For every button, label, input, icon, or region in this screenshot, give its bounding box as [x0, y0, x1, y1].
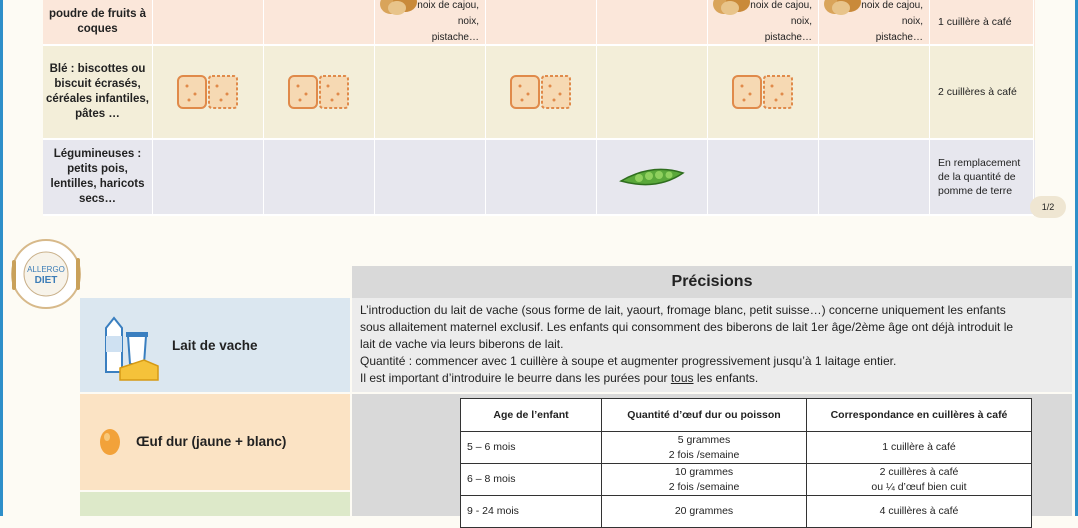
nut-text: noix de cajou, noix, pistache…	[417, 0, 479, 43]
logo-icon	[8, 236, 84, 312]
oeuf-label: Œuf dur (jaune + blanc)	[136, 434, 287, 449]
lait-text-line: lait de vache via leurs biberons de lait.	[360, 337, 564, 351]
table-row: 5 – 6 mois 5 grammes 2 fois /semaine 1 cuillère à café	[461, 432, 1032, 464]
oeuf-label-cell	[80, 394, 350, 490]
quantity-cell: 1 cuillère à café	[930, 0, 1034, 46]
biscuit-cell	[708, 46, 819, 140]
lait-text-line: sous allaitement maternel exclusif. Les enfants qui consomment des biberons de lait 1er âge/2ème âge ont déjà introduit le	[360, 320, 1014, 334]
biscuit-cell	[486, 46, 597, 140]
lait-description	[352, 298, 1072, 392]
page-number: 1/2	[1030, 196, 1066, 218]
lait-label: Lait de vache	[172, 338, 258, 353]
row-label: poudre de fruits à coques	[43, 0, 153, 46]
allergo-diet-logo	[8, 236, 84, 312]
quantity-cell: 2 cuillères à café	[930, 46, 1034, 140]
row-label: Blé : biscottes ou biscuit écrasés, céréales infantiles, pâtes …	[43, 46, 153, 140]
biscuit-icon	[175, 72, 241, 112]
biscuit-icon	[286, 72, 352, 112]
milk-icon	[100, 314, 160, 384]
peas-cell	[597, 140, 708, 216]
egg-quantity-table	[460, 398, 1032, 528]
egg-icon	[98, 426, 122, 456]
svg-text:ALLERGO: ALLERGO	[27, 265, 65, 274]
next-section-label-cell	[80, 492, 350, 516]
table-row	[43, 140, 1035, 216]
nut-cell	[819, 0, 930, 46]
biscuit-cell	[153, 46, 264, 140]
biscuit-cell	[264, 46, 375, 140]
biscuit-icon	[508, 72, 574, 112]
table-row: 6 – 8 mois 10 grammes 2 fois /semaine 2 cuillères à café ou ¼ d’œuf bien cuit	[461, 464, 1032, 496]
column-header: Age de l’enfant	[461, 399, 602, 432]
pea-pod-icon	[617, 163, 687, 191]
nut-text: noix de cajou, noix, pistache…	[861, 0, 923, 43]
table-row: 9 - 24 mois 20 grammes 4 cuillères à café	[461, 496, 1032, 528]
lait-text-line: L’introduction du lait de vache (sous forme de lait, yaourt, fromage blanc, petit suisse…) concerne uniquement les enfants	[360, 303, 1006, 317]
nut-text: noix de cajou, noix, pistache…	[750, 0, 812, 43]
lait-label-cell	[80, 298, 350, 392]
column-header: Quantité d’œuf dur ou poisson	[602, 399, 807, 432]
column-header: Correspondance en cuillères à café	[807, 399, 1032, 432]
quantity-cell: En remplacement de la quantité de pomme de terre	[930, 140, 1034, 216]
lait-text-line: Quantité : commencer avec 1 cuillère à soupe et augmenter progressivement jusqu’à 1 laitage entier.	[360, 354, 897, 368]
biscuit-icon	[730, 72, 796, 112]
svg-text:DIET: DIET	[34, 275, 58, 286]
nut-cell	[708, 0, 819, 46]
food-intro-table	[43, 0, 1035, 216]
table-row	[43, 46, 1035, 140]
row-label: Légumineuses : petits pois, lentilles, haricots secs…	[43, 140, 153, 216]
lait-text-line: Il est important d’introduire le beurre dans les purées pour tous les enfants.	[360, 371, 759, 385]
nut-cell	[375, 0, 486, 46]
table-row	[43, 0, 1035, 46]
precisions-header: Précisions	[352, 266, 1072, 298]
